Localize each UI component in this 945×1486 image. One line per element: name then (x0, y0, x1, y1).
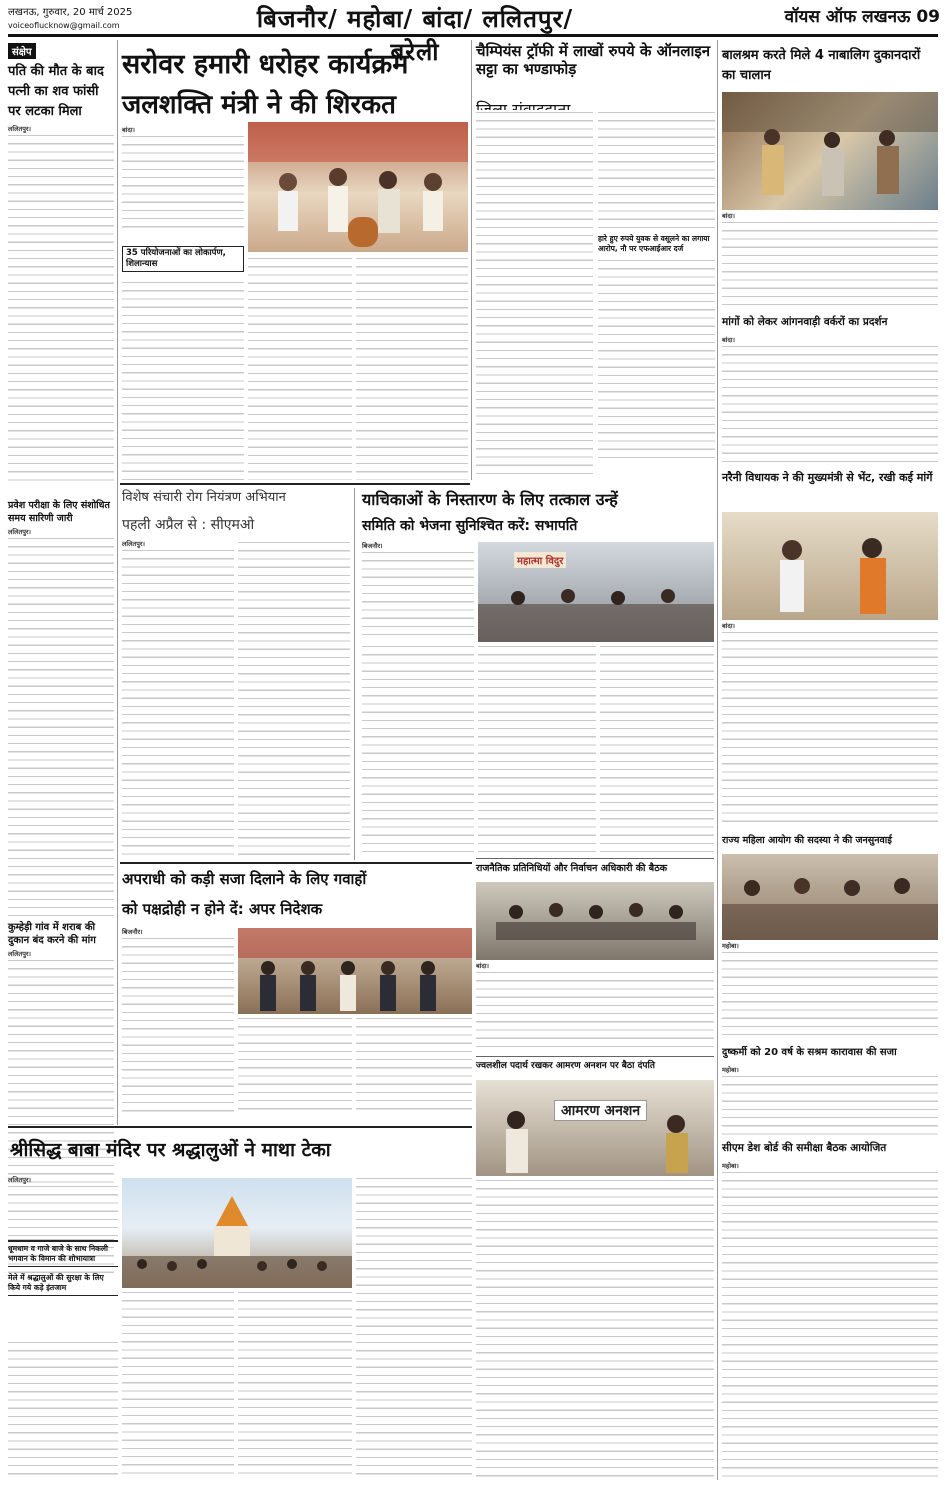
petition-subhead-text: समिति को भेजना सुनिश्चित करें: सभापति (362, 518, 578, 534)
hunger-strike-figures (476, 1080, 714, 1176)
petition-body-2 (362, 644, 474, 858)
women-commission-headline-text: राज्य महिला आयोग की सदस्या ने की जनसुनवाई (722, 835, 892, 846)
text-lines (598, 258, 715, 458)
sidebar-label: संक्षेप (8, 43, 36, 59)
temple-headline (10, 1130, 472, 1174)
mla-headline (722, 470, 938, 510)
champions-body-2 (598, 110, 715, 480)
lead-subhead: 35 परियोजनाओं का लोकार्पण, शिलान्यास (122, 246, 244, 272)
temple-body-1 (8, 1176, 118, 1238)
paper-name-block (770, 4, 940, 27)
lead-dateline: बांदा। (122, 126, 135, 134)
election-photo (476, 882, 714, 960)
text-lines (598, 110, 715, 230)
text-lines (722, 630, 938, 828)
temple-body-4 (238, 1290, 352, 1480)
brief-lead-2: ललितपुर। (8, 528, 32, 536)
rule (120, 862, 472, 864)
text-lines (600, 644, 714, 858)
women-commission-figures (722, 854, 938, 940)
temple-bullet-2: मेले में श्रद्धालुओं की सुरक्षा के लिए किये गये कड़े इंतजाम (8, 1271, 118, 1296)
header-rule (8, 34, 938, 37)
brief-lead-3: ललितपुर। (8, 950, 32, 958)
witness-body-1 (122, 928, 234, 1114)
brief-lead-1: ललितपुर। (8, 125, 32, 133)
witness-headline-2 (122, 896, 472, 926)
petition-headline (362, 486, 714, 516)
text-lines (722, 950, 938, 1040)
dowry-body (722, 1066, 938, 1138)
child-labour-headline (722, 46, 938, 90)
anganwadi-headline-text: मांगों को लेकर आंगनवाड़ी वर्करों का प्रदर्शन (722, 316, 888, 328)
dowry-headline-text: दुष्कर्मी को 20 वर्ष के सश्रम कारावास की सजा (722, 1047, 897, 1058)
temple-bullets (8, 1240, 118, 1340)
women-commission-photo (722, 854, 938, 940)
election-headline (476, 860, 714, 880)
lead-photo-figures (248, 122, 468, 252)
witness-body-3 (356, 1016, 472, 1114)
mla-photo-figures (722, 512, 938, 620)
champions-body-1 (476, 110, 593, 480)
text-lines (122, 1290, 234, 1480)
mla-headline-text: नरैनी विधायक ने की मुख्यमंत्री से भेंट, रखी कई मांगें (722, 471, 933, 484)
mla-dateline: बांदा। (722, 622, 735, 630)
witness-body-2 (238, 1016, 352, 1114)
disease-body-2 (238, 540, 350, 858)
column-rule (117, 40, 118, 1125)
disease-dateline: ललितपुर। (122, 540, 146, 548)
lead-headline-text-1: सरोवर हमारी धरोहर कार्यक्रम (122, 49, 409, 80)
temple-dateline: ललितपुर। (8, 1176, 32, 1184)
brief-body-2 (8, 528, 114, 918)
petition-dateline: बिजनौर। (362, 542, 383, 550)
child-labour-dateline: बांदा। (722, 212, 735, 220)
witness-headline-text-2: को पक्षद्रोही न होने दें: अपर निदेशक (122, 900, 323, 918)
text-lines (722, 1074, 938, 1136)
child-labour-body (722, 212, 938, 312)
hunger-strike-headline (476, 1058, 714, 1078)
lead-photo (248, 122, 468, 252)
brief-headline-1: पति की मौत के बाद पत्नी का शव फांसी पर लटका मिला (8, 64, 104, 119)
section-title: बिजनौर/ महोबा/ बांदा/ ललितपुर/ बरेली (256, 4, 574, 66)
election-dateline: बांदा। (476, 962, 489, 970)
witness-headline-text-1: अपराधी को कड़ी सजा दिलाने के लिए गवाहों (122, 870, 367, 888)
text-lines (238, 1016, 352, 1114)
text-lines (722, 220, 938, 310)
text-lines (476, 970, 714, 1052)
text-lines (476, 1178, 714, 1480)
cmo-body (722, 1162, 938, 1480)
temple-photo (122, 1178, 352, 1288)
column-rule (717, 40, 718, 1480)
text-lines (8, 1340, 118, 1480)
mla-body (722, 622, 938, 830)
champions-headline (476, 42, 716, 98)
petition-headline-text: याचिकाओं के निस्तारण के लिए तत्काल उन्हें (362, 490, 618, 509)
text-lines (476, 110, 593, 480)
lead-subhead-box (122, 246, 244, 276)
hunger-strike-body (476, 1178, 714, 1480)
child-labour-figures (722, 92, 938, 210)
text-lines (356, 1176, 472, 1480)
lead-body-4 (356, 256, 468, 480)
petition-body-4 (600, 644, 714, 858)
champions-headline-text: चैम्पियंस ट्रॉफी में लाखों रुपये के ऑनलाइन सट्टा का भण्डाफोड़ (476, 42, 711, 78)
cmo-dateline: महोबा। (722, 1162, 739, 1170)
date-line: लखनऊ, गुरुवार, 20 मार्च 2025 (8, 7, 133, 18)
anganwadi-headline (722, 314, 938, 334)
hunger-strike-photo (476, 1080, 714, 1176)
election-body (476, 962, 714, 1054)
column-rule (471, 40, 472, 480)
anganwadi-body (722, 336, 938, 468)
petition-photo-figures (478, 542, 714, 642)
hunger-strike-photo-banner: आमरण अनशन (554, 1100, 647, 1121)
witness-photo-figures (238, 928, 472, 1014)
election-photo-figures (476, 882, 714, 960)
lead-headline-1 (122, 46, 467, 86)
lead-headline-2 (122, 88, 467, 124)
text-lines (248, 256, 352, 480)
brief-headline-3: कुम्हेड़ी गांव में शराब की दुकान बंद करने की मांग (8, 922, 96, 946)
dowry-dateline: महोबा। (722, 1066, 739, 1074)
text-lines (8, 133, 114, 483)
temple-body-2 (8, 1340, 118, 1480)
cmo-headline-text: सीएम डेश बोर्ड की समीक्षा बैठक आयोजित (722, 1142, 887, 1154)
text-lines (722, 344, 938, 466)
lead-body-1 (122, 126, 244, 242)
women-commission-headline (722, 832, 938, 852)
rule (8, 1126, 472, 1128)
lead-headline-text-2: जलशक्ति मंत्री ने की शिरकत (122, 90, 396, 120)
anganwadi-dateline: बांदा। (722, 336, 735, 344)
child-labour-headline-text: बालश्रम करते मिले 4 नाबालिग दुकानदारों का चालान (722, 48, 921, 83)
text-lines (356, 256, 468, 480)
paper-name: वॉयस ऑफ लखनऊ (784, 7, 911, 27)
women-commission-body (722, 942, 938, 1042)
temple-bullet-1: धूमधाम व गाजे बाजे के साथ निकली भगवान के विमान की शोभायात्रा (8, 1240, 118, 1267)
rule (476, 1056, 714, 1057)
lead-body-3 (248, 256, 352, 480)
email: voiceoflucknow@gmail.com (8, 21, 120, 30)
petition-body-3 (478, 644, 596, 858)
rule (120, 483, 470, 485)
disease-headline-text: विशेष संचारी रोग नियंत्रण अभियान (122, 490, 286, 505)
text-lines (356, 1016, 472, 1114)
temple-body-5 (356, 1176, 472, 1480)
rule (476, 858, 714, 859)
text-lines (8, 536, 114, 916)
column-rule (354, 488, 355, 860)
disease-headline (122, 488, 352, 510)
petition-subhead (362, 514, 714, 540)
disease-subhead-text: पहली अप्रैल से : सीएमओ (122, 517, 255, 533)
dowry-headline (722, 1044, 938, 1064)
disease-subhead (122, 514, 352, 538)
petition-photo (478, 542, 714, 642)
child-labour-photo (722, 92, 938, 210)
champions-byline (476, 98, 596, 108)
election-headline-text: राजनैतिक प्रतिनिधियों और निर्वाचन अधिकारी की बैठक (476, 863, 668, 874)
text-lines (122, 936, 234, 1112)
text-lines (8, 1184, 118, 1236)
temple-photo-scene (122, 1178, 352, 1288)
masthead-left (8, 6, 132, 32)
lead-body-2 (122, 280, 244, 480)
temple-body-3 (122, 1290, 234, 1480)
text-lines (362, 550, 474, 638)
hunger-strike-headline-text: ज्वलशील पदार्थ रखकर आमरण अनशन पर बैठा दंपति (476, 1061, 655, 1071)
witness-headline-1 (122, 866, 472, 896)
women-commission-dateline: महोबा। (722, 942, 739, 950)
cmo-headline (722, 1140, 938, 1160)
disease-body-1 (122, 540, 234, 858)
text-lines (362, 644, 474, 858)
text-lines (238, 540, 350, 858)
text-lines (122, 548, 234, 856)
text-lines (122, 134, 244, 234)
witness-photo (238, 928, 472, 1014)
champions-subhead: हारे हुए रुपये युवक से वसूलने का लगाया आरोप, नौ पर एफआईआर दर्ज (598, 234, 710, 253)
petition-photo-banner: महात्मा विदुर (514, 552, 566, 568)
page-number: 09 (916, 7, 940, 27)
text-lines (238, 1290, 352, 1480)
text-lines (478, 644, 596, 858)
brief-body-1 (8, 125, 114, 485)
text-lines (722, 1170, 938, 1478)
witness-dateline: बिजनौर। (122, 928, 143, 936)
petition-body-1 (362, 542, 474, 640)
text-lines (122, 280, 244, 480)
temple-headline-text: श्रीसिद्ध बाबा मंदिर पर श्रद्धालुओं ने माथा टेका (10, 1139, 331, 1161)
brief-headline-2: प्रवेश परीक्षा के लिए संशोधित समय सारिणी जारी (8, 500, 110, 524)
mla-photo (722, 512, 938, 620)
